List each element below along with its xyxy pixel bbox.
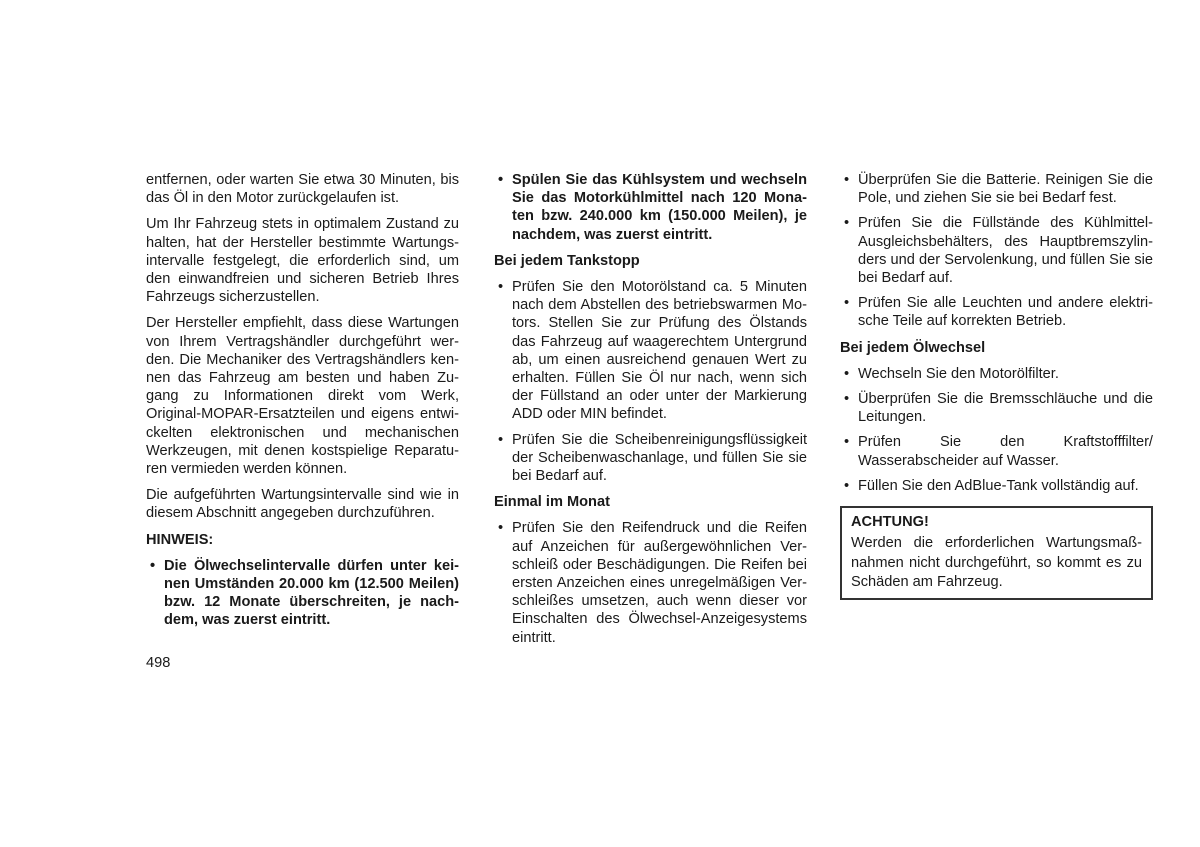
note-list <box>146 557 459 630</box>
list-item: • Prüfen Sie die Scheibenreinigungsflüssigkeit der Scheibenwaschanlage, und füllen Sie sie bei Bedarf auf. <box>494 431 807 486</box>
warning-title: ACHTUNG! <box>851 514 929 531</box>
column-middle <box>494 171 807 655</box>
warning-text: Werden die erforderlichen Wartungsmaß- nahmen nicht durchgeführt, so kommt es zu Schäden am Fahrzeug. <box>851 535 1142 591</box>
list-item: • Füllen Sie den AdBlue-Tank vollständig auf. <box>840 477 1153 495</box>
section-heading: Einmal im Monat <box>494 494 610 511</box>
list <box>840 365 1153 495</box>
page-number: 498 <box>146 655 171 671</box>
paragraph: Der Hersteller empfiehlt, dass diese Wartungen von Ihrem Vertragshändler durchgeführt wer- den. Die Mechaniker des Vertragshändlers ken- nen das Fahrzeug am besten und haben Zu- gang zu Informationen direkt vom Werk, Original-MOPAR-Ersatzteilen und eigens entwi- ckelten elektronischen und mechanischen Werkzeugen, mit denen kostspielige Reparatu- ren vermieden werden können. <box>146 315 459 478</box>
list-item: • Wechseln Sie den Motorölfilter. <box>840 365 1153 383</box>
list <box>840 171 1153 331</box>
list-item: • Überprüfen Sie die Batterie. Reinigen Sie die Pole, und ziehen Sie sie bei Bedarf fest. <box>840 171 1153 207</box>
list-item: • Prüfen Sie den Motorölstand ca. 5 Minuten nach dem Abstellen des betriebswarmen Mo- tors. Stellen Sie zur Prüfung des Ölstands das Fahrzeug auf waagerechtem Untergrund ab, um einen ausreichend genauen Wert zu erhalten. Füllen Sie Öl nur nach, wenn sich der Füllstand an oder unter der Markierung ADD oder MIN befindet. <box>494 278 807 424</box>
list-item: • Prüfen Sie die Füllstände des Kühlmittel- Ausgleichsbehälters, des Hauptbremszylin- ders und der Servolenkung, und füllen Sie sie bei Bedarf auf. <box>840 214 1153 287</box>
list-item: • Prüfen Sie den Kraftstofffilter/ Wasserabscheider auf Wasser. <box>840 433 1153 469</box>
warning-box <box>840 506 1153 600</box>
list-item: • Prüfen Sie alle Leuchten und andere elektri- sche Teile auf korrekten Betrieb. <box>840 294 1153 330</box>
list-item: • Prüfen Sie den Reifendruck und die Reifen auf Anzeichen für außergewöhnlichen Ver- schleiß oder Beschädigungen. Die Reifen bei ersten Anzeichen eines unregelmäßigen Ver- schleißes umsetzen, auch wenn dieser vor Einschalten des Ölwechsel-Anzeigesystems eintritt. <box>494 519 807 646</box>
list-item: • Die Ölwechselintervalle dürfen unter kei- nen Umständen 20.000 km (12.500 Meilen) bzw. 12 Monate überschreiten, je nach- dem, was zuerst eintritt. <box>146 557 459 630</box>
list-item: • Spülen Sie das Kühlsystem und wechseln Sie das Motorkühlmittel nach 120 Mona- ten bzw. 240.000 km (150.000 Meilen), je nachdem, was zuerst eintritt. <box>494 171 807 244</box>
bold-list <box>494 171 807 244</box>
paragraph: entfernen, oder warten Sie etwa 30 Minuten, bis das Öl in den Motor zurückgelaufen ist. <box>146 172 459 207</box>
paragraph: Um Ihr Fahrzeug stets in optimalem Zustand zu halten, hat der Hersteller bestimmte Wartungs- intervalle festgelegt, die erforderlich sind, um den einwandfreien und sicheren Betrieb Ihres Fahrzeugs sicherzustellen. <box>146 216 459 306</box>
list <box>494 519 807 646</box>
column-left <box>146 171 459 638</box>
column-right <box>840 171 1153 600</box>
paragraph: Die aufgeführten Wartungsintervalle sind wie in diesem Abschnitt angegeben durchzuführen. <box>146 487 459 522</box>
list-item: • Überprüfen Sie die Bremsschläuche und die Leitungen. <box>840 390 1153 426</box>
section-heading: Bei jedem Tankstopp <box>494 252 640 269</box>
section-heading: Bei jedem Ölwechsel <box>840 339 986 356</box>
list <box>494 278 807 485</box>
note-heading: HINWEIS: <box>146 531 214 548</box>
